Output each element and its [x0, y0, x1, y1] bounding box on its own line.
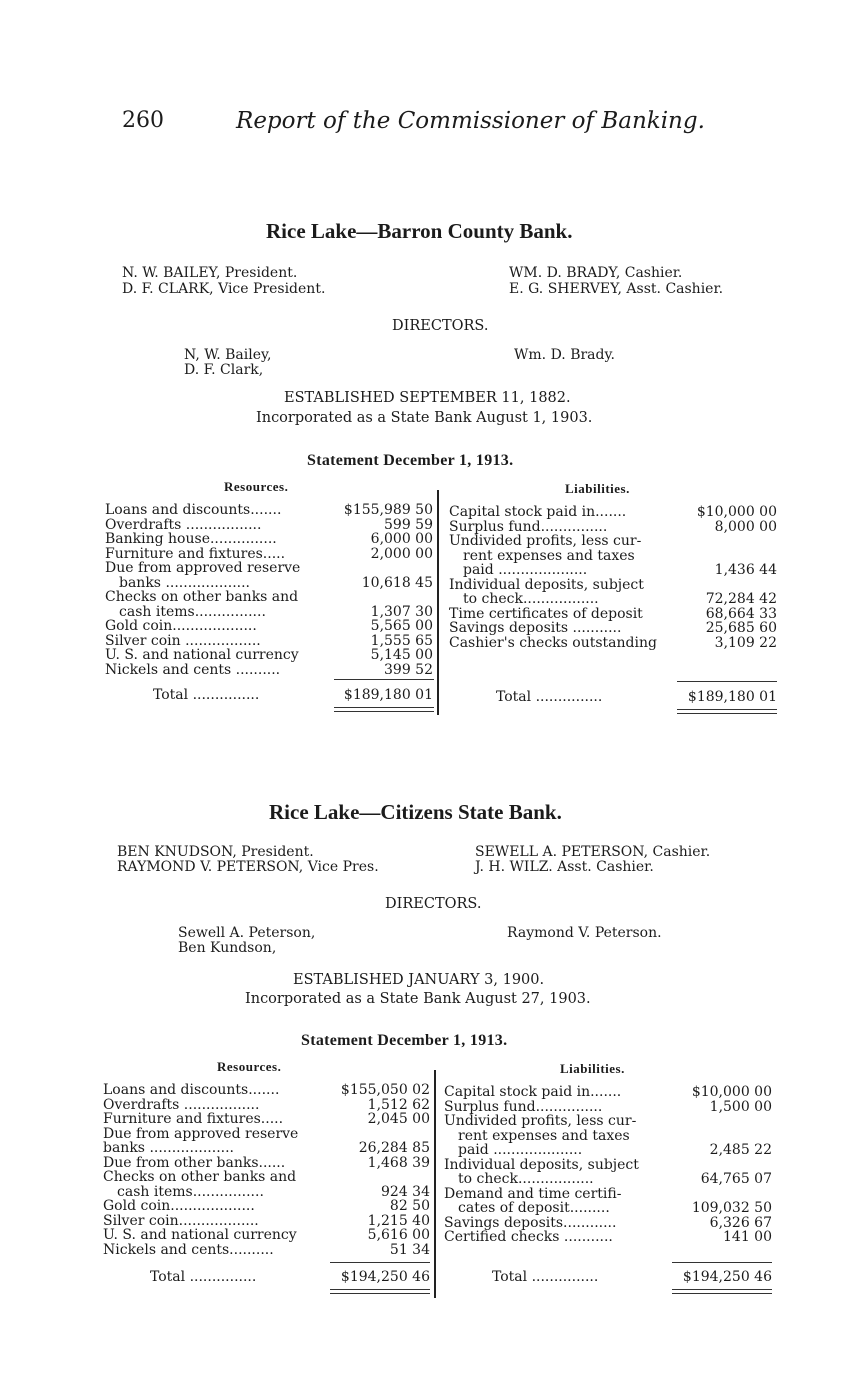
officer-president: N. W. BAILEY, President. — [122, 265, 298, 281]
total-rule — [677, 681, 777, 682]
director: Sewell A. Peterson, — [178, 925, 316, 941]
list-item: Silver coin.................. 1,215 40 — [103, 1212, 430, 1229]
list-item: Loans and discounts....... $155,050 02 — [103, 1082, 430, 1098]
column-divider — [434, 1070, 436, 1298]
list-item: Furniture and fixtures..... 2,000 00 — [105, 545, 433, 562]
list-item: paid .................... 2,485 22 — [458, 1142, 772, 1158]
list-item: cash items................ 924 34 — [117, 1183, 430, 1200]
director: Raymond V. Peterson. — [507, 925, 662, 941]
list-item: Due from approved reserve — [103, 1126, 299, 1141]
double-rule — [330, 1293, 430, 1294]
list-item: Savings deposits............ 6,326 67 — [444, 1214, 772, 1231]
directors-heading: DIRECTORS. — [385, 896, 482, 912]
incorporated-line: Incorporated as a State Bank August 27, 1903. — [245, 991, 591, 1007]
statement-heading: Statement December 1, 1913. — [307, 452, 514, 469]
list-item: Overdrafts ................. 1,512 62 — [103, 1096, 430, 1113]
bank-title: Rice Lake—Barron County Bank. — [266, 219, 573, 243]
double-rule — [677, 713, 777, 714]
director: N, W. Bailey, — [184, 347, 272, 363]
list-item: Due from other banks...... 1,468 39 — [103, 1154, 430, 1171]
list-item: U. S. and national currency 5,145 00 — [105, 647, 433, 663]
double-rule — [672, 1293, 772, 1294]
list-item: Checks on other banks and — [103, 1170, 297, 1185]
director: Ben Kundson, — [178, 940, 277, 956]
double-rule — [334, 707, 434, 708]
column-divider — [437, 490, 439, 715]
double-rule — [672, 1289, 772, 1290]
list-item: banks ................... 10,618 45 — [119, 574, 433, 591]
total-row: Total ............... $189,180 01 — [496, 689, 777, 705]
double-rule — [334, 711, 434, 712]
list-item: rent expenses and taxes — [463, 548, 635, 563]
liabilities-heading: Liabilities. — [560, 1061, 625, 1076]
list-item: Banking house............... 6,000 00 — [105, 531, 433, 547]
total-rule — [334, 679, 434, 680]
list-item: Cashier's checks outstanding 3,109 22 — [449, 634, 777, 651]
total-row: Total ............... $194,250 46 — [150, 1269, 430, 1285]
officer-president: BEN KNUDSON, President. — [117, 844, 314, 860]
officer-asst-cashier: E. G. SHERVEY, Asst. Cashier. — [509, 281, 724, 297]
statement-heading: Statement December 1, 1913. — [301, 1032, 508, 1049]
total-rule — [672, 1262, 772, 1263]
officer-asst-cashier: J. H. WILZ. Asst. Cashier. — [475, 859, 654, 875]
double-rule — [677, 709, 777, 710]
list-item: Individual deposits, subject — [449, 577, 644, 592]
page-number: 260 — [122, 108, 164, 133]
list-item: Loans and discounts....... $155,989 50 — [105, 502, 433, 518]
list-item: Due from approved reserve — [105, 561, 301, 576]
officer-vice-president: D. F. CLARK, Vice President. — [122, 281, 326, 297]
total-row: Total ............... $194,250 46 — [492, 1269, 772, 1285]
list-item: Undivided profits, less cur- — [449, 534, 642, 549]
resources-heading: Resources. — [217, 1059, 282, 1074]
list-item: Overdrafts ................. 599 59 — [105, 516, 433, 533]
resources-heading: Resources. — [224, 479, 289, 494]
list-item: Demand and time certifi- — [444, 1186, 622, 1201]
list-item: to check................. 64,765 07 — [458, 1171, 772, 1187]
list-item: Furniture and fixtures..... 2,045 00 — [103, 1111, 430, 1127]
directors-heading: DIRECTORS. — [392, 318, 489, 334]
director: D. F. Clark, — [184, 362, 264, 378]
list-item: Surplus fund............... 1,500 00 — [444, 1098, 772, 1115]
list-item: U. S. and national currency 5,616 00 — [103, 1227, 430, 1243]
list-item: rent expenses and taxes — [458, 1128, 630, 1143]
list-item: Individual deposits, subject — [444, 1157, 639, 1172]
list-item: paid .................... 1,436 44 — [463, 562, 777, 578]
officer-cashier: WM. D. BRADY, Cashier. — [509, 265, 683, 281]
list-item: Silver coin ................. 1,555 65 — [105, 632, 433, 649]
list-item: banks ................... 26,284 85 — [103, 1140, 430, 1156]
incorporated-line: Incorporated as a State Bank August 1, 1903. — [256, 410, 593, 426]
list-item: cates of deposit......... 109,032 50 — [458, 1200, 772, 1216]
list-item: Capital stock paid in....... $10,000 00 — [444, 1084, 772, 1100]
liabilities-heading: Liabilities. — [565, 481, 630, 496]
list-item: Undivided profits, less cur- — [444, 1114, 637, 1129]
officer-cashier: SEWELL A. PETERSON, Cashier. — [475, 844, 711, 860]
list-item: Surplus fund............... 8,000 00 — [449, 518, 777, 535]
list-item: Nickels and cents .......... 399 52 — [105, 661, 433, 678]
total-row: Total ............... $189,180 01 — [153, 687, 433, 703]
list-item: Certified checks ........... 141 00 — [444, 1229, 772, 1245]
list-item: Time certificates of deposit 68,664 33 — [449, 605, 777, 622]
list-item: Nickels and cents.......... 51 34 — [103, 1241, 430, 1258]
bank-title: Rice Lake—Citizens State Bank. — [269, 800, 562, 824]
list-item: cash items................ 1,307 30 — [119, 603, 433, 620]
list-item: to check................. 72,284 42 — [463, 591, 777, 607]
double-rule — [330, 1289, 430, 1290]
established-line: ESTABLISHED SEPTEMBER 11, 1882. — [284, 390, 571, 406]
total-rule — [330, 1262, 430, 1263]
officer-vice-president: RAYMOND V. PETERSON, Vice Pres. — [117, 859, 379, 875]
list-item: Checks on other banks and — [105, 590, 299, 605]
list-item: Gold coin................... 82 50 — [103, 1198, 430, 1214]
list-item: Savings deposits ........... 25,685 60 — [449, 620, 777, 636]
running-title: Report of the Commissioner of Banking. — [236, 108, 705, 134]
list-item: Gold coin................... 5,565 00 — [105, 618, 433, 634]
list-item: Capital stock paid in....... $10,000 00 — [449, 504, 777, 520]
established-line: ESTABLISHED JANUARY 3, 1900. — [293, 972, 545, 988]
director: Wm. D. Brady. — [514, 347, 615, 363]
